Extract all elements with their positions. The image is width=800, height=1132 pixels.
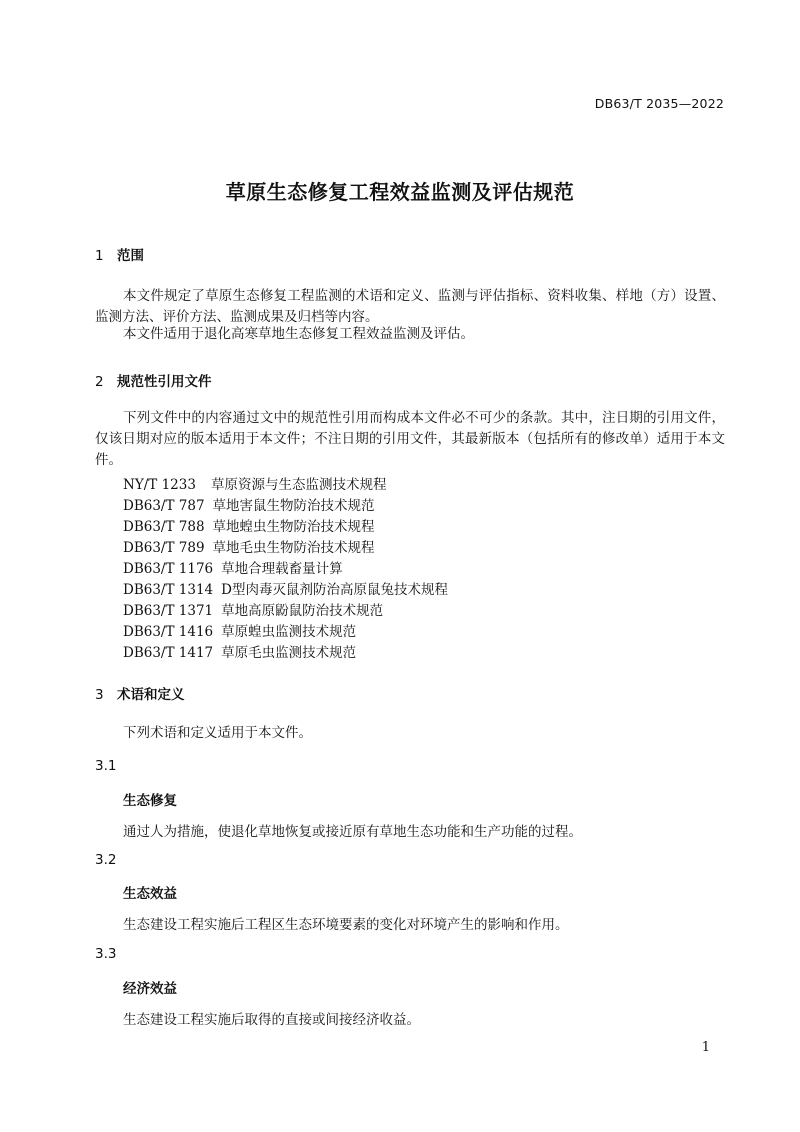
reference-code: DB63/T 1417: [123, 645, 214, 661]
reference-item: [123, 515, 375, 535]
term-definition: 生态建设工程实施后取得的直接或间接经济收益。: [123, 1012, 420, 1028]
term-name: 生态效益: [123, 886, 177, 902]
section-title: 规范性引用文件: [117, 374, 212, 390]
section-title: 范围: [117, 248, 144, 264]
reference-name: 草地蝗虫生物防治技术规程: [212, 519, 375, 535]
term-name: 生态修复: [123, 793, 177, 809]
reference-item: [123, 494, 375, 514]
standard-code: DB63/T 2035—2022: [594, 96, 724, 111]
reference-code: DB63/T 788: [123, 519, 205, 535]
clause-number: 3.2: [95, 852, 117, 868]
references-intro: 下列文件中的内容通过文中的规范性引用而构成本文件必不可少的条款。其中，注日期的引用文件，仅该日期对应的版本适用于本文件；不注日期的引用文件，其最新版本（包括所有的修改单）适用于本文件。: [95, 410, 725, 468]
section-number: 2: [95, 374, 104, 390]
document-title: 草原生态修复工程效益监测及评估规范: [225, 180, 575, 204]
scope-paragraph-1: 本文件规定了草原生态修复工程监测的术语和定义、监测与评估指标、资料收集、样地（方）设置、监测方法、评价方法、监测成果及归档等内容。: [95, 288, 725, 325]
reference-item: [123, 599, 383, 619]
reference-code: DB63/T 1416: [123, 624, 214, 640]
section-heading-terms-definitions: [95, 683, 185, 703]
reference-name: 草原蝗虫监测技术规范: [221, 624, 357, 640]
scope-paragraph-2: 本文件适用于退化高寒草地生态修复工程效益监测及评估。: [123, 326, 474, 342]
reference-item: [123, 578, 448, 598]
page-number: 1: [701, 1040, 710, 1055]
section-heading-normative-references: [95, 370, 212, 390]
section-title: 术语和定义: [117, 687, 185, 703]
reference-item: [123, 557, 343, 577]
term-definition: 生态建设工程实施后工程区生态环境要素的变化对环境产生的影响和作用。: [123, 917, 569, 933]
clause-number: 3.3: [95, 946, 117, 962]
clause-number: 3.1: [95, 758, 117, 774]
term-definition: 通过人为措施，使退化草地恢复或接近原有草地生态功能和生产功能的过程。: [123, 824, 582, 840]
reference-name: 草地高原鼢鼠防治技术规范: [221, 603, 384, 619]
section-number: 3: [95, 687, 104, 703]
term-name: 经济效益: [123, 981, 177, 997]
reference-item: [123, 620, 356, 640]
reference-item: [123, 536, 375, 556]
reference-name: 草原资源与生态监测技术规程: [211, 477, 387, 493]
reference-item: [123, 473, 387, 493]
terms-intro: 下列术语和定义适用于本文件。: [123, 725, 312, 741]
reference-name: 草原毛虫监测技术规范: [221, 645, 357, 661]
reference-name: D型肉毒灭鼠剂防治高原鼠兔技术规程: [221, 582, 448, 598]
reference-code: NY/T 1233: [123, 477, 196, 493]
reference-item: [123, 641, 356, 661]
section-number: 1: [95, 248, 104, 264]
reference-code: DB63/T 1314: [123, 582, 214, 598]
reference-code: DB63/T 1371: [123, 603, 214, 619]
reference-name: 草地毛虫生物防治技术规程: [212, 540, 375, 556]
reference-code: DB63/T 789: [123, 540, 205, 556]
reference-name: 草地合理载畜量计算: [221, 561, 343, 577]
reference-code: DB63/T 1176: [123, 561, 214, 577]
reference-name: 草地害鼠生物防治技术规范: [212, 498, 375, 514]
section-heading-scope: [95, 244, 144, 264]
reference-code: DB63/T 787: [123, 498, 205, 514]
